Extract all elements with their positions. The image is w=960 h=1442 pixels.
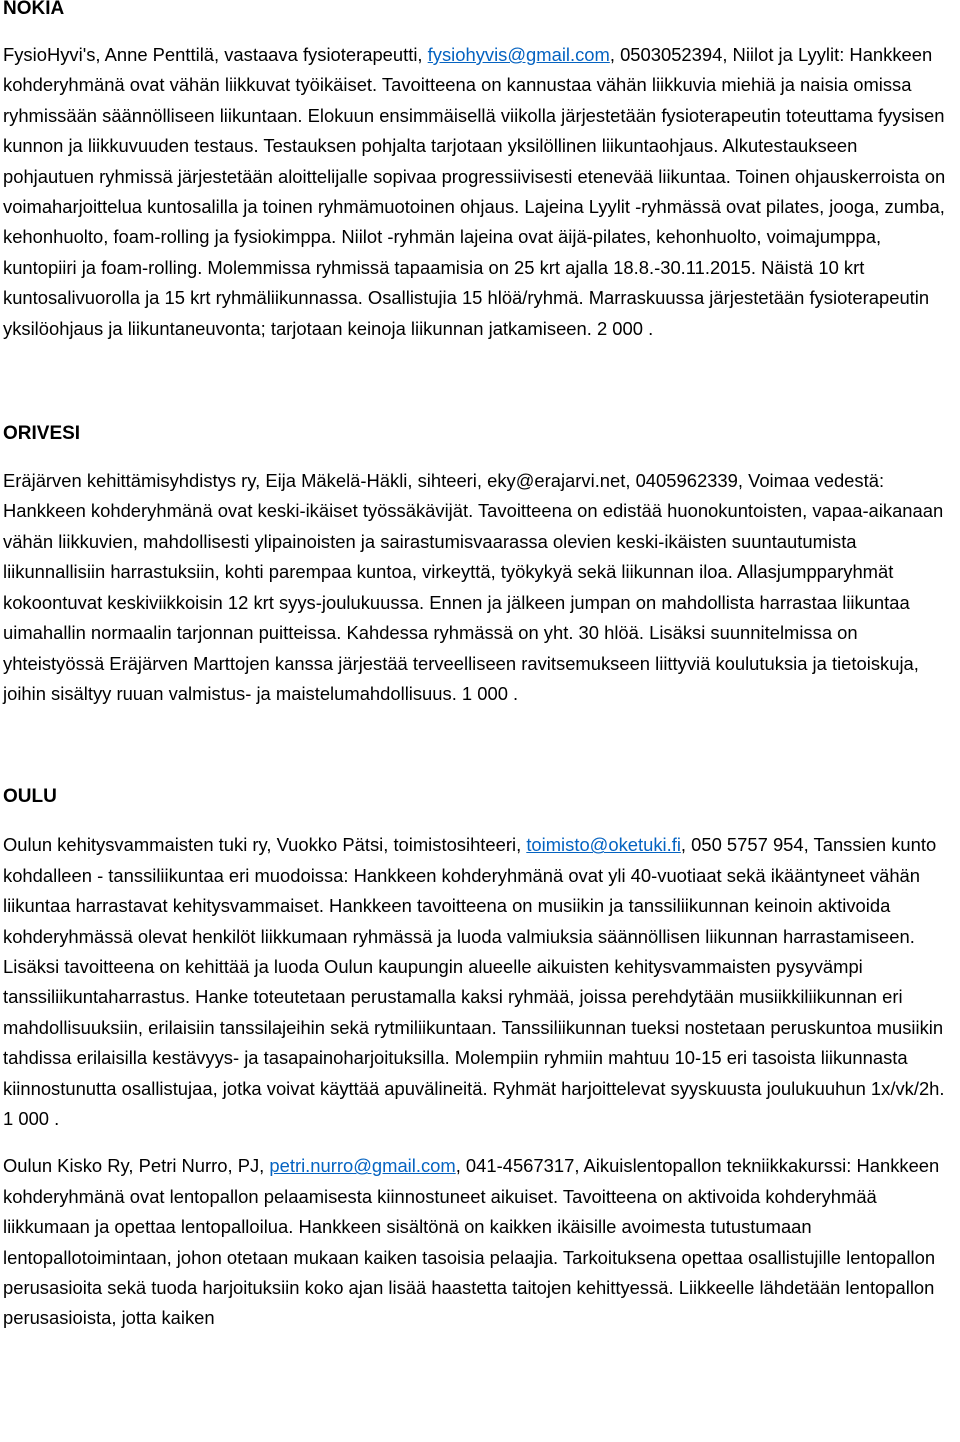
section-heading-orivesi: ORIVESI [3, 423, 81, 445]
email-link-fysiohyvis[interactable]: fysiohyvis@gmail.com [427, 44, 610, 65]
section-heading-oulu: OULU [3, 786, 57, 808]
nokia-paragraph [3, 40, 953, 344]
nokia-paragraph-text-start: FysioHyvi's, Anne Penttilä, vastaava fysioterapeutti, [3, 44, 428, 65]
document-page [3, 0, 953, 1334]
nokia-paragraph-text-end: , 0503052394, Niilot ja Lyylit: Hankkeen kohderyhmänä ovat vähän liikkuvat työikäiset. Tavoitteena on kannustaa vähän liikkuvia miehiä ja naisia omissa ryhmissään säännölliseen liikuntaan. Elokuun ensimmäisellä viikolla järjestetään fysioterapeutin toteuttama fyysisen kunnon ja liikkuvuuden testaus. Testauksen pohjalta tarjotaan yksilöllinen liikuntaohjaus. Alkutestaukseen pohjautuen ryhmissä järjestetään aloittelijalle sopivaa progressiivisesti etenevää liikuntaa. Toinen ohjauskerroista on voimaharjoittelua kuntosalilla ja toinen ryhmämuotoinen ohjaus. Lajeina Lyylit -ryhmässä ovat pilates, jooga, zumba, kehonhuolto, foam-rolling ja fysiokimppa. Niilot -ryhmän lajeina ovat äijä-pilates, kehonhuolto, voimajumppa, kuntopiiri ja foam-rolling. Molemmissa ryhmissä tapaamisia on 25 krt ajalla 18.8.-30.11.2015. Näistä 10 krt kuntosalivuorolla ja 15 krt ryhmäliikunnassa. Osallistujia 15 hlöä/ryhmä. Marraskuussa järjestetään fysioterapeutin yksilöohjaus ja liikuntaneuvonta; tarjotaan keinoja liikunnan jatkamiseen. 2 000 . [3, 44, 946, 339]
oulu-paragraph-2-text-start: Oulun Kisko Ry, Petri Nurro, PJ, [3, 1155, 270, 1177]
oulu-paragraph-1 [3, 830, 953, 1134]
section-heading-nokia: NOKIA [3, 0, 65, 19]
oulu-paragraph-2-text-end: , 041-4567317, Aikuislentopallon tekniikkakurssi: Hankkeen kohderyhmänä ovat lentopallon pelaamisesta kiinnostuneet aikuiset. Tavoitteena on aktivoida kohderyhmää liikkumaan ja opettaa lentopalloilua. Hankkeen sisältönä on kaikken ikäisille avoimesta tutustumaan lentopallotoimintaan, johon otetaan mukaan kaiken tasoisia pelaajia. Tarkoituksena opettaa osallistujille lentopallon perusasioita sekä tuoda harjoituksiin koko ajan lisää haastetta taitojen kehittyessä. Liikkeelle lähdetään lentopallon perusasioista, jotta kaiken [3, 1155, 940, 1329]
oulu-paragraph-1-text-end: , 050 5757 954, Tanssien kunto kohdalleen - tanssiliikuntaa eri muodoissa: Hankkeen kohderyhmänä ovat yli 40-vuotiaat sekä ikääntyneet vähän liikuntaa harrastavat kehitysvammaiset. Hankkeen tavoitteena on musiikin ja tanssiliikunnan keinoin aktivoida kohderyhmässä olevat henkilöt liikkumaan ryhmässä ja luoda valmiuksia säännöllisen liikunnan harrastamiseen. Lisäksi tavoitteena on kehittää ja luoda Oulun kaupungin alueelle aikuisten kehitysvammaisten pysyvämpi tanssiliikuntaharrastus. Hanke toteutetaan perustamalla kaksi ryhmää, joissa perehdytään musiikkiliikunnan eri mahdollisuuksiin, erilaisiin tanssilajeihin sekä rytmiliikuntaan. Tanssiliikunnan tueksi nostetaan peruskuntoa musiikin tahdissa erilaisilla kestävyys- ja tasapainoharjoituksilla. Molempiin ryhmiin mahtuu 10-15 eri tasoista liikunnasta kiinnostunutta osallistujaa, jotka voivat käyttää apuvälineitä. Ryhmät harjoittelevat syyskuusta joulukuuhun 1x/vk/2h. 1 000 . [3, 834, 945, 1129]
email-link-oketuki[interactable]: toimisto@oketuki.fi [526, 834, 681, 856]
orivesi-paragraph: Eräjärven kehittämisyhdistys ry, Eija Mäkelä-Häkli, sihteeri, eky@erajarvi.net, 0405962339, Voimaa vedestä: Hankkeen kohderyhmänä ovat keski-ikäiset työssäkävijät. Tavoitteena on edistää huonokuntoisten, vapaa-aikanaan vähän liikkuvien, mahdollisesti ylipainoisten ja sairastumisvaarassa olevien keski-ikäisten suuntautumista liikunnallisiin harrastuksiin, kohti parempaa kuntoa, virkeyttä, työkykyä sekä liikunnan iloa. Allasjumpparyhmät kokoontuvat keskiviikkoisin 12 krt syys-joulukuussa. Ennen ja jälkeen jumpan on mahdollista harrastaa liikuntaa uimahallin normaalin tarjonnan puitteissa. Kahdessa ryhmässä on yht. 30 hlöä. Lisäksi suunnitelmissa on yhteistyössä Eräjärven Marttojen kanssa järjestää terveelliseen ravitsemukseen liittyviä koulutuksia ja tietoiskuja, joihin sisältyy ruuan valmistus- ja maistelumahdollisuus. 1 000 . [3, 470, 944, 704]
email-link-petri-nurro[interactable]: petri.nurro@gmail.com [269, 1155, 456, 1177]
oulu-paragraph-1-text-start: Oulun kehitysvammaisten tuki ry, Vuokko Pätsi, toimistosihteeri, [3, 834, 527, 856]
oulu-paragraph-2 [3, 1151, 953, 1333]
